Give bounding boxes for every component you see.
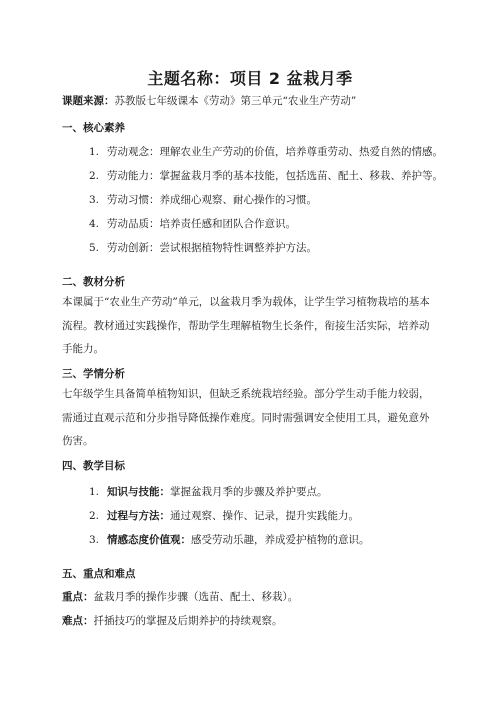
student-analysis-paragraph <box>62 383 442 454</box>
paragraph-line: 七年级学生具备简单植物知识，但缺乏系统栽培经验。部分学生动手能力较弱， <box>62 388 430 400</box>
document-title: 主题名称：项目 2 盆栽月季 <box>147 69 353 88</box>
list-item-text: 劳动能力：掌握盆栽月季的基本技能，包括选苗、配土、移栽、养护等。 <box>107 170 443 182</box>
list-item-number: 2. <box>89 510 100 522</box>
list-item-number: 2. <box>89 170 100 182</box>
key-point-text: 盆栽月季的操作步骤（选苗、配土、移栽）。 <box>93 591 299 603</box>
section-heading-key-points: 五、重点和难点 <box>62 568 136 580</box>
list-item-text: 劳动品质：培养责任感和团队合作意识。 <box>107 218 296 230</box>
key-point-line <box>62 590 298 604</box>
source-label: 课题来源： <box>62 95 115 107</box>
paragraph-line: 流程。教材通过实践操作，帮助学生理解植物生长条件，衔接生活实际，培养动 <box>62 319 430 332</box>
key-point-label: 重点： <box>62 591 94 603</box>
list-item <box>89 532 370 547</box>
difficulty-label: 难点： <box>62 615 94 627</box>
section-heading-textbook-analysis: 二、教材分析 <box>62 276 125 288</box>
list-item <box>89 240 317 255</box>
list-item-number: 4. <box>89 218 100 230</box>
list-item <box>89 484 328 499</box>
difficulty-text: 扦插技巧的掌握及后期养护的持续观察。 <box>93 615 283 627</box>
list-item-text: 劳动创新：尝试根据植物特性调整养护方法。 <box>107 242 317 254</box>
list-item-number: 5. <box>89 242 100 254</box>
difficulty-line <box>62 614 283 628</box>
section-heading-core-literacy: 一、核心素养 <box>62 122 125 134</box>
list-item-label: 知识与技能： <box>107 486 170 498</box>
list-item-text: 劳动习惯：养成细心观察、耐心操作的习惯。 <box>107 194 317 206</box>
list-item-text: 劳动观念：理解农业生产劳动的价值，培养尊重劳动、热爱自然的情感。 <box>107 146 443 158</box>
paragraph-line: 本课属于“农业生产劳动”单元，以盆栽月季为载体，让学生学习植物栽培的基本 <box>62 296 430 308</box>
list-item-number: 1. <box>89 486 100 498</box>
list-item-number: 1. <box>89 146 100 158</box>
list-item-text: 掌握盆栽月季的步骤及养护要点。 <box>170 486 328 498</box>
list-item <box>89 192 317 207</box>
list-item-number: 3. <box>89 194 100 206</box>
list-item-label: 情感态度价值观： <box>107 534 191 546</box>
list-item <box>89 168 443 183</box>
paragraph-line: 需通过直观示范和分步指导降低操作难度。同时需强调安全使用工具，避免意外 <box>62 411 430 424</box>
source-text: 苏教版七年级课本《劳动》第三单元“农业生产劳动” <box>114 95 357 107</box>
paragraph-line: 手能力。 <box>62 343 104 355</box>
list-item-text: 感受劳动乐趣，养成爱护植物的意识。 <box>191 534 370 546</box>
list-item-number: 3. <box>89 534 100 546</box>
list-item <box>89 508 359 523</box>
list-item-text: 通过观察、操作、记录，提升实践能力。 <box>170 510 359 522</box>
textbook-analysis-paragraph <box>62 291 442 362</box>
source-line <box>62 94 356 108</box>
section-heading-teaching-goals: 四、教学目标 <box>62 460 125 472</box>
paragraph-line: 伤害。 <box>62 435 94 447</box>
list-item <box>89 144 443 159</box>
section-heading-student-analysis: 三、学情分析 <box>62 368 125 380</box>
list-item <box>89 216 296 231</box>
list-item-label: 过程与方法： <box>107 510 170 522</box>
